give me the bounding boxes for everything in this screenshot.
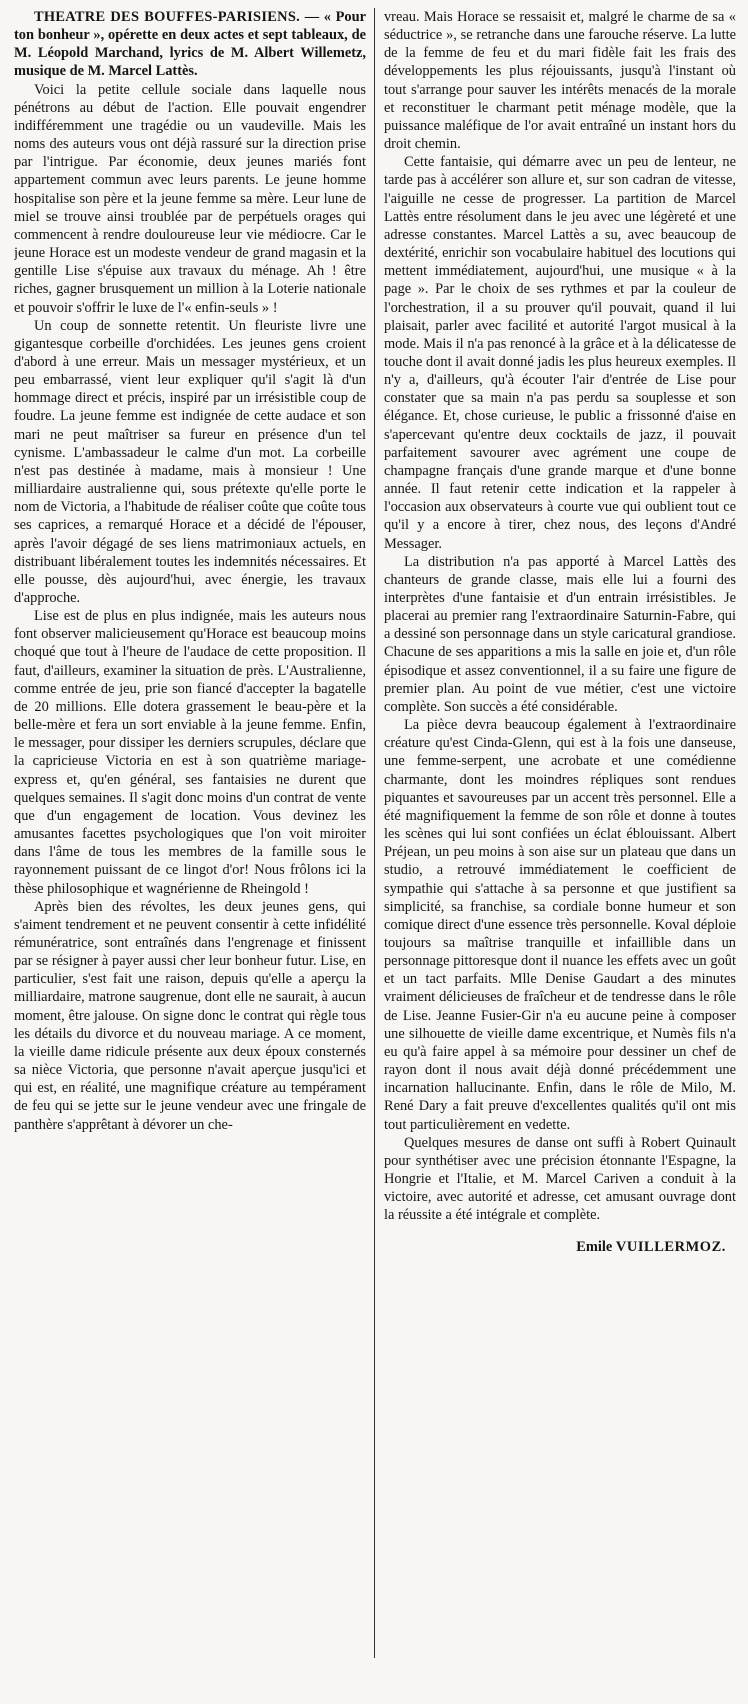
author-last-name: VUILLERMOZ.	[615, 1239, 726, 1256]
paragraph: Lise est de plus en plus indignée, mais les auteurs nous font observer malicieusement qu'Horace est beaucoup moins choqué que tout à l'heure de l'audace de cette proposition. Il faut, d'ailleurs, examiner la situation de près. L'Australienne, comme entrée de jeu, prie son fiancé d'accepter la bagatelle de 20 millions. Elle dotera grassement le beau-père et la belle-mère et fera un sort enviable à la jeune femme. Enfin, le messager, pour dissiper les derniers scrupules, déclare que la capricieuse Victoria en est à son quatrième mariage-express et, qu'en général, ses fantaisies ne durent que quelques semaines. Il s'agit donc moins d'un contrat de vente que d'un engagement de location. Vous devinez les amusantes facettes psychologiques que l'on voit miroiter dans l'âme de tous les membres de la famille sous le rayonnement puissant de ce lingot d'or! Nous frôlons ici la thèse philosophique et wagnérienne de Rheingold !	[14, 608, 366, 897]
paragraph: La pièce devra beaucoup également à l'extraordinaire créature qu'est Cinda-Glenn, qui est à la fois une danseuse, une femme-serpent, une acrobate et une comédienne charmante, dont les moindres répliques sont rendues piquantes et savoureuses par un accent très personnel. Elle a été magnifiquement la femme de son rôle et donne à toutes les scènes qui lui sont confiées un éclat éblouissant. Albert Préjean, un peu moins à son aise sur un plateau que dans un studio, a retrouvé immédiatement le coefficient de sympathie qui s'attache à sa personne et que justifient sa simplicité, sa franchise, sa cordiale bonne humeur et son comique direct d'une essence très personnelle. Koval déploie toujours sa maîtrise tranquille et infaillible dans un personnage pittoresque dont il nuance les effets avec un goût et un tact parfaits. Mlle Denise Gaudart a des minutes vraiment délicieuses de fraîcheur et de tendresse dans le rôle de Lise. Jeanne Fusier-Gir n'a eu aucune peine à composer une silhouette de vieille dame excentrique, et Numès fils n'a eu qu'à faire appel à sa mémoire pour dessiner un chef de rayon dont il nous avait déjà donné précédemment une incarnation hallucinante. Enfin, dans le rôle de Milo, M. René Dary a fait preuve d'excellentes qualités qu'il ont mis tout particulièrement en vedette.	[383, 717, 736, 1133]
play-details: — « Pour ton bonheur », opérette en deux actes et sept tableaux, de M. Léopold Marchand, lyrics de M. Albert Willemetz, musique de M. Marcel Lattès.	[14, 9, 366, 80]
paragraph: Après bien des révoltes, les deux jeunes gens, qui s'aiment tendrement et ne peuvent consentir à cette infidélité rémunératrice, sont entraînés dans l'engrenage et finissent par se résigner à payer aussi cher leur bonheur futur. Lise, en particulier, s'est fait une raison, depuis qu'elle a aperçu la milliardaire, matrone saugrenue, dont elle ne saurait, à aucun moment, être jalouse. On signe donc le contrat qui règle tous les détails du divorce et du nouveau mariage. A ce moment, la vieille dame ridicule présente aux deux époux consternés sa nièce Victoria, que personne n'avait aperçue jusqu'ici et qui est, en réalité, une magnifique créature au tempérament de feu qui se jette sur le jeune vendeur avec une fringale de panthère s'apprêtant à dévorer un che-	[14, 898, 366, 1133]
column-right	[384, 8, 736, 1704]
theatre-name: THEATRE DES BOUFFES-PARISIENS.	[34, 9, 301, 25]
paragraph-continued: vreau. Mais Horace se ressaisit et, malgré le charme de sa « séductrice », se retranche dans une farouche réserve. La lutte de la femme de feu et du mari fidèle fait les frais des développements les plus réjouissants, jusqu'à l'instant où tout s'arrange pour sauver les intérêts menacés de la morale et reconstituer le charmant petit ménage modèle, que la puissance maléfique de l'or avait entraîné un instant hors du droit chemin.	[383, 9, 736, 153]
column-divider	[374, 8, 375, 1658]
paragraph: La distribution n'a pas apporté à Marcel Lattès des chanteurs de grande classe, mais elle lui a fourni des interprètes d'une fantaisie et d'un entrain irrésistibles. Je placerai au premier rang l'extraordinaire Saturnin-Fabre, qui a dessiné son personnage dans un style caricatural grandiose. Chacune de ses apparitions a mis la salle en joie et, d'un rôle épisodique et assez conventionnel, il a su faire une figure de premier plan. Au point de vue métier, c'est une victoire complète. Son succès a été considérable.	[383, 553, 736, 715]
column-left	[14, 8, 366, 1704]
author-signature	[384, 1238, 736, 1256]
paragraph: Voici la petite cellule sociale dans laquelle nous pénétrons au début de l'action. Elle pouvait engendrer indifféremment une tragédie ou un vaudeville. Mais les noms des auteurs vous ont déjà rassuré sur la direction prise par l'intrigue. Par économie, deux jeunes mariés font appartement commun avec leurs parents. Le jeune homme hospitalise son père et la jeune femme sa mère. Leur lune de miel se trouve ainsi troublée par de perpétuels orages qui commencent à rendre douloureuse leur vie médiocre. Car le jeune Horace est un modeste vendeur de grand magasin et la gentille Lise s'épuise aux travaux du ménage. Ah ! être riches, gagner brusquement un million à la Loterie nationale et pouvoir s'offrir le luxe de l'« enfin-seuls » !	[14, 81, 366, 316]
article-columns	[14, 8, 736, 1704]
article-headline	[14, 8, 366, 81]
paragraph: Cette fantaisie, qui démarre avec un peu de lenteur, ne tarde pas à accélérer son allure et, sur son cadran de vitesse, l'aiguille ne cesse de progresser. La partition de Marcel Lattès entre résolument dans le jeu avec une légèreté et une adresse constantes. Marcel Lattès a su, avec beaucoup de dextérité, enrichir son vocabulaire habituel des locutions qui mettent immédiatement, aujourd'hui, une musique « à la page ». Par le choix de ses rythmes et par la couleur de l'orchestration, il a su prouver qu'il pouvait, quand il lui plaisait, parler avec facilité et autorité l'argot musical à la mode. Mais il n'a pas renoncé à la grâce et à la délicatesse de touche dont il avait donné jadis les plus heureux exemples. Il n'y a, d'ailleurs, qu'à écouter l'air d'entrée de Lise pour constater que sa main n'a pas perdu sa souplesse et son élégance. Et, chose curieuse, le public a frissonné d'aise en s'apercevant qu'entre deux cocktails de jazz, il pouvait parfaitement savourer avec agrément une coupe de champagne français d'une grande marque et d'une bonne année. Il faut retenir cette indication et la rappeler à l'occasion aux observateurs à courte vue qui oublient tout ce qu'il y a encore à tirer, chez nous, des leçons d'André Messager.	[383, 154, 736, 552]
author-first-name: Emile	[576, 1239, 613, 1256]
paragraph: Un coup de sonnette retentit. Un fleuriste livre une gigantesque corbeille d'orchidées. Les jeunes gens croient d'abord à une erreur. Mais un messager mystérieux, et un peu embarrassé, vient leur expliquer qu'il s'agit là d'un hommage direct et précis, inspiré par un irrésistible coup de foudre. La jeune femme est indignée de cette audace et son mari ne peut maîtriser sa fureur en présence d'un tel cynisme. L'ambassadeur le calme d'un mot. La corbeille n'est pas destinée à madame, mais à monsieur ! Une milliardaire australienne qui, sous prétexte qu'elle porte le nom de Victoria, a l'habitude de réaliser coûte que coûte tous ses caprices, a remarqué Horace et a décidé de l'épouser, après l'avoir dégagé de ses liens matrimoniaux actuels, en distribuant libéralement toutes les indemnités nécessaires. Et elle pousse, dès aujourd'hui, avec énergie, les travaux d'approche.	[14, 317, 366, 606]
paragraph: Quelques mesures de danse ont suffi à Robert Quinault pour synthétiser avec une précision étonnante l'Espagne, la Hongrie et l'Italie, et M. Marcel Cariven a conduit à la victoire, avec autorité et adresse, cet amusant ouvrage dont la réussite a été intégrale et complète.	[383, 1134, 736, 1224]
